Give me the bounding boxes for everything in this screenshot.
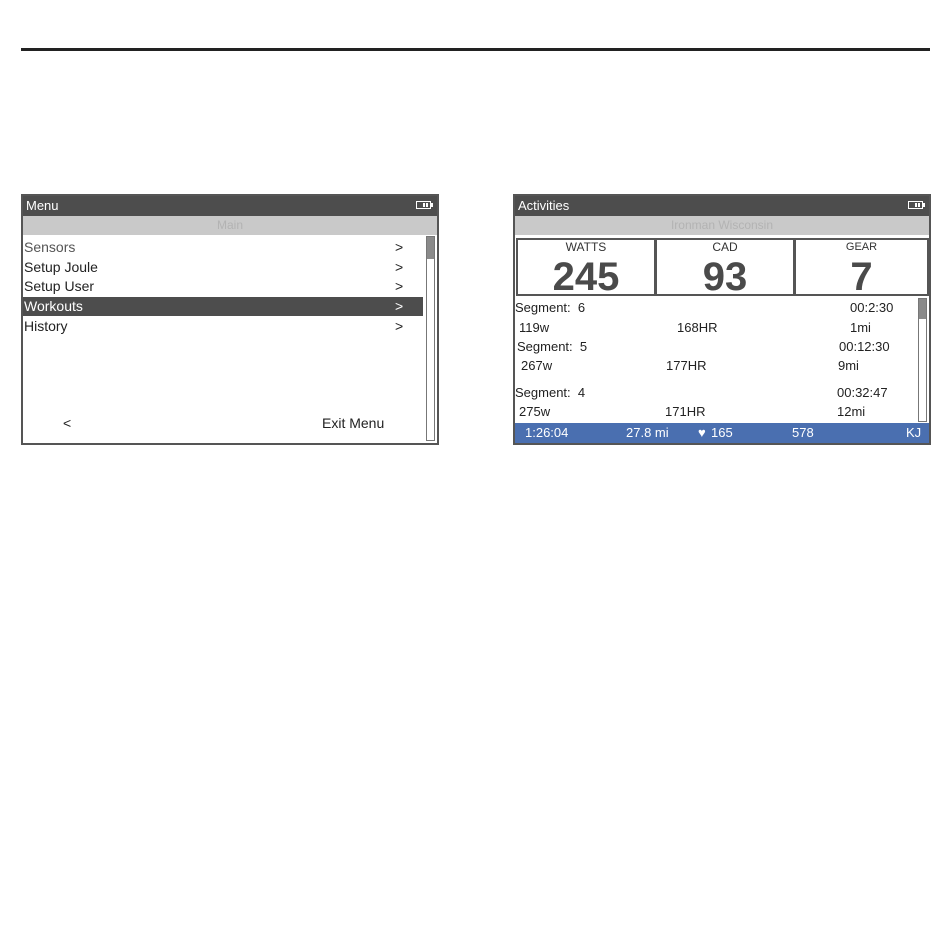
segment-hr: 177HR bbox=[666, 358, 707, 373]
back-button[interactable]: < bbox=[63, 415, 72, 431]
total-distance: 27.8 mi bbox=[626, 425, 669, 440]
watts-metric bbox=[516, 238, 656, 299]
chevron-right-icon: > bbox=[395, 259, 404, 275]
elapsed-time: 1:26:04 bbox=[525, 425, 569, 440]
energy-unit: KJ bbox=[906, 425, 922, 440]
segment-hr: 168HR bbox=[677, 320, 718, 335]
menu-item-workouts[interactable] bbox=[23, 297, 423, 316]
battery-icon bbox=[908, 201, 923, 209]
segment-distance: 1mi bbox=[850, 320, 871, 335]
activities-titlebar bbox=[515, 196, 929, 216]
segment-distance: 12mi bbox=[837, 404, 866, 419]
segments-scrollbar[interactable] bbox=[918, 298, 927, 422]
status-bar bbox=[515, 423, 929, 443]
exit-menu-button[interactable]: Exit Menu bbox=[322, 415, 385, 431]
activity-name: Ironman Wisconsin bbox=[515, 216, 929, 235]
menu-item-setup-joule[interactable] bbox=[23, 258, 423, 277]
menu-item-setup-user[interactable] bbox=[23, 277, 423, 296]
metric-label: CAD bbox=[712, 240, 738, 254]
segment-watts: 275w bbox=[519, 404, 551, 419]
segment-time: 00:12:30 bbox=[839, 339, 890, 354]
metric-label: GEAR bbox=[845, 241, 878, 253]
battery-icon bbox=[416, 201, 431, 209]
segment-time: 00:2:30 bbox=[850, 300, 894, 315]
chevron-right-icon: > bbox=[395, 239, 404, 255]
menu-item-label: Setup User bbox=[24, 278, 95, 294]
metric-value: 7 bbox=[850, 255, 873, 299]
menu-item-history[interactable] bbox=[23, 317, 423, 336]
gear-metric bbox=[794, 238, 929, 299]
menu-item-label: History bbox=[24, 318, 68, 334]
activities-screen bbox=[513, 194, 931, 445]
energy-value: 578 bbox=[792, 425, 814, 440]
activities-title: Activities bbox=[518, 198, 570, 213]
metric-label: WATTS bbox=[565, 240, 607, 254]
segment-name: Segment: 6 bbox=[515, 300, 586, 315]
segment-distance: 9mi bbox=[838, 358, 859, 373]
menu-scrollbar[interactable] bbox=[426, 236, 435, 441]
heart-rate: 165 bbox=[711, 425, 733, 440]
menu-titlebar bbox=[23, 196, 437, 216]
menu-item-label: Workouts bbox=[24, 298, 83, 314]
menu-subtitle: Main bbox=[23, 216, 437, 235]
segment-name: Segment: 4 bbox=[515, 385, 586, 400]
menu-screen bbox=[21, 194, 439, 445]
segment-hr: 171HR bbox=[665, 404, 706, 419]
heart-icon: ♥ bbox=[698, 425, 706, 440]
segment-name: Segment: 5 bbox=[517, 339, 588, 354]
chevron-right-icon: > bbox=[395, 278, 404, 294]
segment-time: 00:32:47 bbox=[837, 385, 888, 400]
menu-item-label: Setup Joule bbox=[24, 259, 98, 275]
scroll-thumb[interactable] bbox=[427, 237, 434, 259]
menu-item-sensors[interactable] bbox=[23, 238, 423, 257]
metric-value: 93 bbox=[702, 255, 748, 299]
top-rule bbox=[21, 48, 930, 51]
chevron-right-icon: > bbox=[395, 298, 404, 314]
cad-metric bbox=[655, 238, 795, 299]
segment-watts: 119w bbox=[519, 320, 550, 335]
menu-title: Menu bbox=[26, 198, 59, 213]
scroll-thumb[interactable] bbox=[919, 299, 926, 319]
metric-value: 245 bbox=[552, 255, 620, 299]
segment-watts: 267w bbox=[521, 358, 553, 373]
chevron-right-icon: > bbox=[395, 318, 404, 334]
menu-item-label: Sensors bbox=[24, 239, 76, 255]
